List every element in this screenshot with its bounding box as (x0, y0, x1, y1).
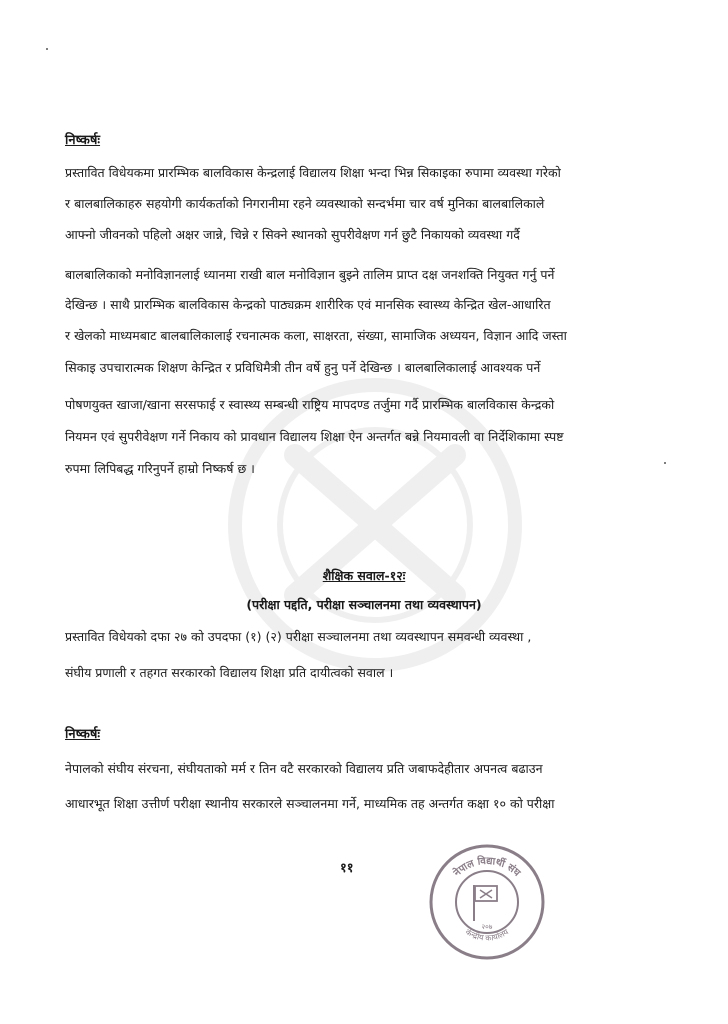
paragraph-line: आधारभूत शिक्षा उत्तीर्ण परीक्षा स्थानीय सरकारले सञ्चालनमा गर्ने, माध्यमिक तह अन्तर्गत कक्षा १० को परीक्षा (65, 796, 555, 811)
speck (46, 48, 48, 50)
paragraph-line: र खेलको माध्यमबाट बालबालिकालाई रचनात्मक कला, साक्षरता, संख्या, सामाजिक अध्ययन, विज्ञान आदि जस्ता (65, 328, 567, 343)
paragraph-line: बालबालिकाको मनोविज्ञानलाई ध्यानमा राखी बाल मनोविज्ञान बुझ्ने तालिम प्राप्त दक्ष जनशक्ति नियुक्त गर्नु पर्ने (65, 267, 555, 282)
page-number: ११ (340, 861, 354, 876)
issue-subtitle: (परीक्षा पद्दति, परीक्षा सञ्चालनमा तथा व्यवस्थापन) (246, 597, 482, 612)
flag-icon (474, 885, 497, 921)
paragraph-line: देखिन्छ । साथै प्रारम्भिक बालविकास केन्द्रको पाठ्यक्रम शारीरिक एवं मानसिक स्वास्थ्य केन्द्रित खेल-आधारित (65, 297, 551, 312)
speck (664, 462, 666, 464)
conclusion-heading-2: निष्कर्षः (65, 727, 101, 742)
stamp-top-text: नेपाल विद्यार्थी संघ (451, 855, 523, 879)
organization-stamp (428, 843, 546, 961)
paragraph-line: नियमन एवं सुपरीवेक्षण गर्ने निकाय को प्रावधान विद्यालय शिक्षा ऐन अन्तर्गत बन्ने नियमावली वा निर्देशिकामा स्पष्ट (65, 429, 564, 444)
paragraph-line: पोषणयुक्त खाजा/खाना सरसफाई र स्वास्थ्य सम्बन्धी राष्ट्रिय मापदण्ड तर्जुमा गर्दै प्रारम्भिक बालविकास केन्द्रको (65, 397, 555, 412)
paragraph-line: आफ्नो जीवनको पहिलो अक्षर जान्ने, चिन्ने र सिक्ने स्थानको सुपरीवेक्षण गर्न छुटै निकायको व्यवस्था गर्दै (65, 227, 520, 242)
paragraph-line: सिकाइ उपचारात्मक शिक्षण केन्द्रित र प्रविधिमैत्री तीन वर्षे हुनु पर्ने देखिन्छ । बालबालिकालाई आवश्यक पर्ने (65, 360, 541, 375)
stamp-bottom-text: केन्द्रीय कार्यालय (463, 927, 511, 943)
paragraph-line: नेपालको संघीय संरचना, संघीयताको मर्म र तिन वटै सरकारको विद्यालय प्रति जबाफदेहीतार अपनत्व बढाउन (65, 761, 543, 776)
issue-line: प्रस्तावित विधेयको दफा २७ को उपदफा (१) (२) परीक्षा सञ्चालनमा तथा व्यवस्थापन समवन्धी व्यवस्था , (65, 629, 532, 644)
svg-text:नेपाल विद्यार्थी संघ (450, 854, 523, 880)
issue-line: संघीय प्रणाली र तहगत सरकारको विद्यालय शिक्षा प्रति दायीत्वको सवाल । (65, 665, 394, 680)
paragraph-line: र बालबालिकाहरु सहयोगी कार्यकर्ताको निगरानीमा रहने व्यवस्थाको सन्दर्भमा चार वर्ष मुनिका बालबालिकाले (65, 196, 545, 211)
conclusion-heading-1: निष्कर्षः (65, 133, 101, 148)
stamp-year: २०७ (481, 923, 493, 931)
paragraph-line: प्रस्तावित विधेयकमा प्रारम्भिक बालविकास केन्द्रलाई विद्यालय शिक्षा भन्दा भिन्न सिकाइका रुपामा व्यवस्था गरेको (65, 165, 561, 180)
paragraph-line: रुपमा लिपिबद्ध गरिनुपर्ने हाम्रो निष्कर्ष छ । (65, 461, 255, 476)
issue-title: शैक्षिक सवाल-१२ः (322, 568, 406, 583)
